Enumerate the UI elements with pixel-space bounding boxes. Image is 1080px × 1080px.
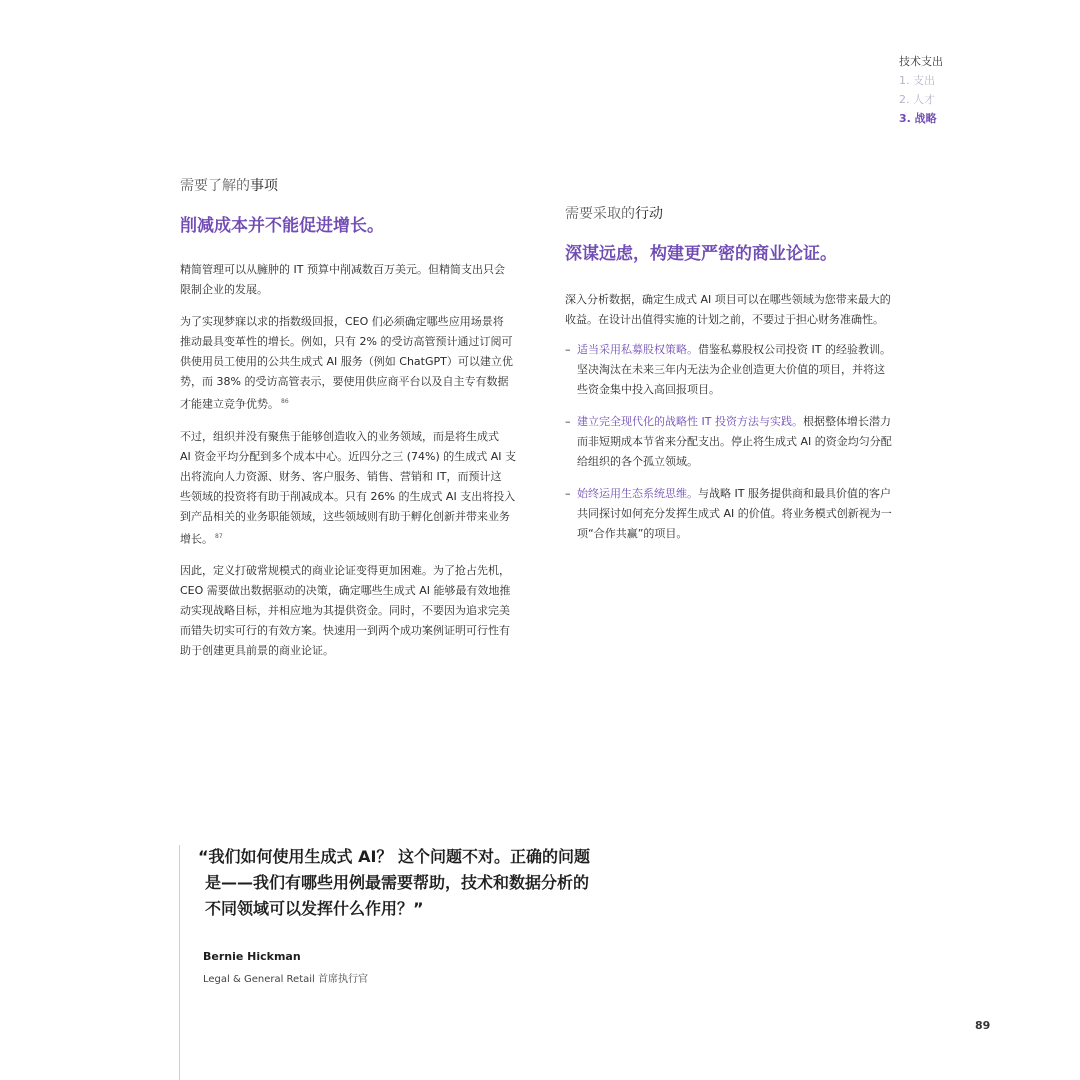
text-line: 些领域的投资将有助于削减成本。只有 26% 的生成式 AI 支出将投入 [180,489,516,503]
right-kicker-prefix: 需要采取的 [565,206,635,222]
action-bullet [565,340,905,400]
text-line: 精简管理可以从臃肿的 IT 预算中削减数百万美元。但精简支出只会 [180,263,505,276]
quote-line: “我们如何使用生成式 AI？ 这个问题不对。正确的问题 [198,847,590,866]
text-line: AI 资金平均分配到多个成本中心。近四分之三 (74%) 的生成式 AI 支 [180,449,517,463]
text-line: 与战略 IT 服务提供商和最具价值的客户 [698,487,891,500]
bullet-dash: – [565,487,571,500]
left-paragraph [180,260,525,300]
action-bullet [565,484,905,544]
bullet-lead: 始终运用生态系统思维。 [577,487,698,500]
quote-line: 是——我们有哪些用例最需要帮助，技术和数据分析的 [205,873,590,892]
text-line: 增长。 [180,532,213,546]
quote-divider [179,845,180,1080]
text-line: 动实现战略目标，并相应地为其提供资金。同时，不要因为追求完美 [180,604,510,618]
nav-item-2: 2. 人才 [899,93,935,106]
text-line: 些资金集中投入高回报项目。 [577,383,720,396]
bullet-lead: 建立完全现代化的战略性 IT 投资方法与实践。 [577,415,803,428]
text-line: 助于创建更具前景的商业论证。 [180,644,334,658]
text-line: 不过，组织并没有聚焦于能够创造收入的业务领域，而是将生成式 [180,429,499,443]
right-kicker-strong: 行动 [635,206,663,222]
right-column [565,204,905,556]
text-line: 借鉴私募股权公司投资 IT 的经验教训。 [698,343,891,356]
text-line: 才能建立竞争优势。 [180,397,279,411]
bullet-dash: – [565,415,571,428]
action-bullet [565,412,905,472]
section-nav [899,52,943,128]
text-line: 给组织的各个孤立领域。 [577,455,698,468]
text-line: 出将流向人力资源、财务、客户服务、销售、营销和 IT，而预计这 [180,469,502,483]
page-number: 89 [975,1019,991,1032]
action-bullets [565,340,905,544]
left-paragraph [180,427,525,550]
left-headline: 削减成本并不能促进增长。 [180,216,384,236]
left-paragraph [180,561,525,661]
left-kicker-strong: 事项 [250,178,278,194]
nav-title: 技术支出 [899,55,943,68]
text-line: 势，而 38% 的受访高管表示，要使用供应商平台以及自主专有数据 [180,375,509,388]
bullet-lead: 适当采用私募股权策略。 [577,343,698,356]
nav-item-3: 3. 战略 [899,112,937,125]
nav-items [899,71,943,128]
left-body [180,260,525,661]
text-line: 供使用员工使用的公共生成式 AI 服务（例如 ChatGPT）可以建立优 [180,355,513,368]
text-line: 推动最具变革性的增长。例如，只有 2% 的受访高管预计通过订阅可 [180,335,513,348]
quote-author: Bernie Hickman [203,950,301,963]
right-intro [565,290,905,330]
text-line: 到产品相关的业务职能领域，这些领域则有助于孵化创新并带来业务 [180,509,510,523]
text-line: 而非短期成本节省来分配支出。停止将生成式 AI 的资金均匀分配 [577,435,892,448]
text-line: 项“合作共赢”的项目。 [577,527,688,540]
text-line: CEO 需要做出数据驱动的决策，确定哪些生成式 AI 能够最有效地推 [180,584,511,598]
quote-line: 不同领域可以发挥什么作用？” [205,899,424,918]
footnote-ref: 86 [281,398,289,405]
text-line: 因此，定义打破常规模式的商业论证变得更加困难。为了抢占先机， [180,564,510,578]
text-line: 收益。在设计出值得实施的计划之前，不要过于担心财务准确性。 [565,313,884,326]
text-line: 而错失切实可行的有效方案。快速用一到两个成功案例证明可行性有 [180,624,510,638]
bullet-dash: – [565,343,571,356]
quote-author-role: Legal & General Retail 首席执行官 [203,974,368,985]
right-headline: 深谋远虑，构建更严密的商业论证。 [565,244,837,264]
text-line: 限制企业的发展。 [180,283,268,296]
left-kicker [180,176,525,196]
text-line: 坚决淘汰在未来三年内无法为企业创造更大价值的项目，并将这 [577,363,885,376]
text-line: 根据整体增长潜力 [802,415,891,428]
text-line: 为了实现梦寐以求的指数级回报，CEO 们必须确定哪些应用场景将 [180,315,504,328]
left-column [180,176,525,661]
left-paragraph [180,312,525,415]
text-line: 共同探讨如何充分发挥生成式 AI 的价值。将业务模式创新视为一 [577,507,892,520]
footnote-ref: 87 [215,532,223,540]
text-line: 深入分析数据，确定生成式 AI 项目可以在哪些领域为您带来最大的 [565,293,891,306]
nav-item-1: 1. 支出 [899,74,935,87]
pull-quote [198,844,648,922]
right-kicker [565,204,905,224]
left-kicker-prefix: 需要了解的 [180,178,250,194]
